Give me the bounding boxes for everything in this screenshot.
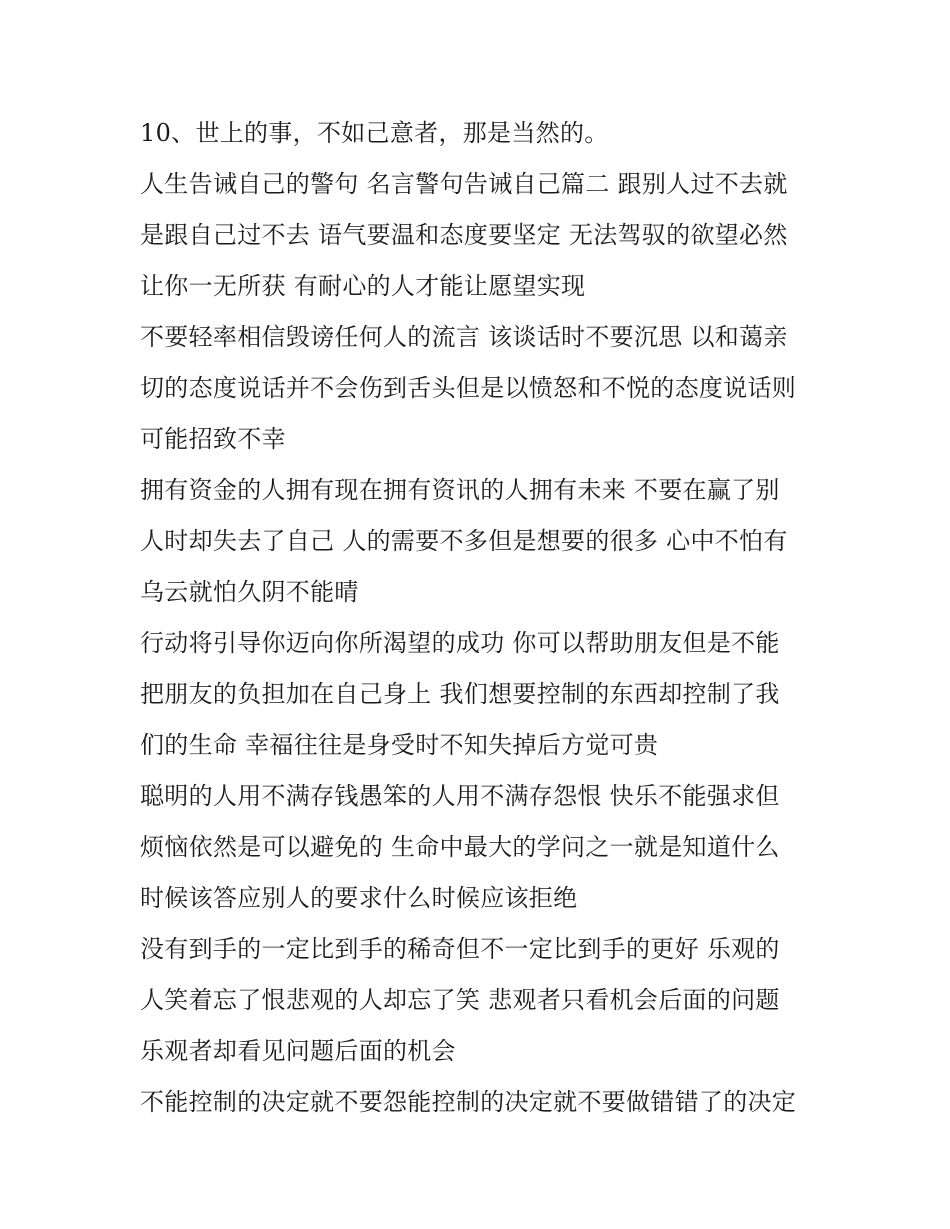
text-line: 切的态度说话并不会伤到舌头但是以愤怒和不悦的态度说话则 — [140, 374, 797, 402]
text-line: 们的生命 幸福往往是身受时不知失掉后方觉可贵 — [140, 731, 659, 759]
text-line: 行动将引导你迈向你所渴望的成功 你可以帮助朋友但是不能 — [140, 629, 780, 657]
text-line: 人笑着忘了恨悲观的人却忘了笑 悲观者只看机会后面的问题 — [140, 986, 780, 1014]
text-line: 是跟自己过不去 语气要温和态度要坚定 无法驾驭的欲望必然 — [140, 221, 788, 249]
text-line: 不要轻率相信毁谤任何人的流言 该谈话时不要沉思 以和蔼亲 — [140, 323, 788, 351]
text-line: 烦恼依然是可以避免的 生命中最大的学问之一就是知道什么 — [140, 833, 780, 861]
text-line: 10、世上的事，不如己意者，那是当然的。 — [140, 119, 609, 147]
text-line: 乐观者却看见问题后面的机会 — [140, 1037, 456, 1065]
text-line: 可能招致不幸 — [140, 425, 286, 453]
text-line: 人时却失去了自己 人的需要不多但是想要的很多 心中不怕有 — [140, 527, 788, 555]
text-line: 把朋友的负担加在自己身上 我们想要控制的东西却控制了我 — [140, 680, 780, 708]
document-body — [140, 108, 830, 1128]
text-line: 聪明的人用不满存钱愚笨的人用不满存怨恨 快乐不能强求但 — [140, 782, 780, 810]
text-line: 乌云就怕久阴不能晴 — [140, 578, 359, 606]
text-line: 让你一无所获 有耐心的人才能让愿望实现 — [140, 272, 586, 300]
text-line: 没有到手的一定比到手的稀奇但不一定比到手的更好 乐观的 — [140, 935, 780, 963]
text-line: 人生告诫自己的警句 名言警句告诫自己篇二 跟别人过不去就 — [140, 170, 788, 198]
text-line: 不能控制的决定就不要怨能控制的决定就不要做错错了的决定 — [140, 1088, 797, 1116]
text-line: 拥有资金的人拥有现在拥有资讯的人拥有未来 不要在赢了别 — [140, 476, 780, 504]
text-line: 时候该答应别人的要求什么时候应该拒绝 — [140, 884, 578, 912]
